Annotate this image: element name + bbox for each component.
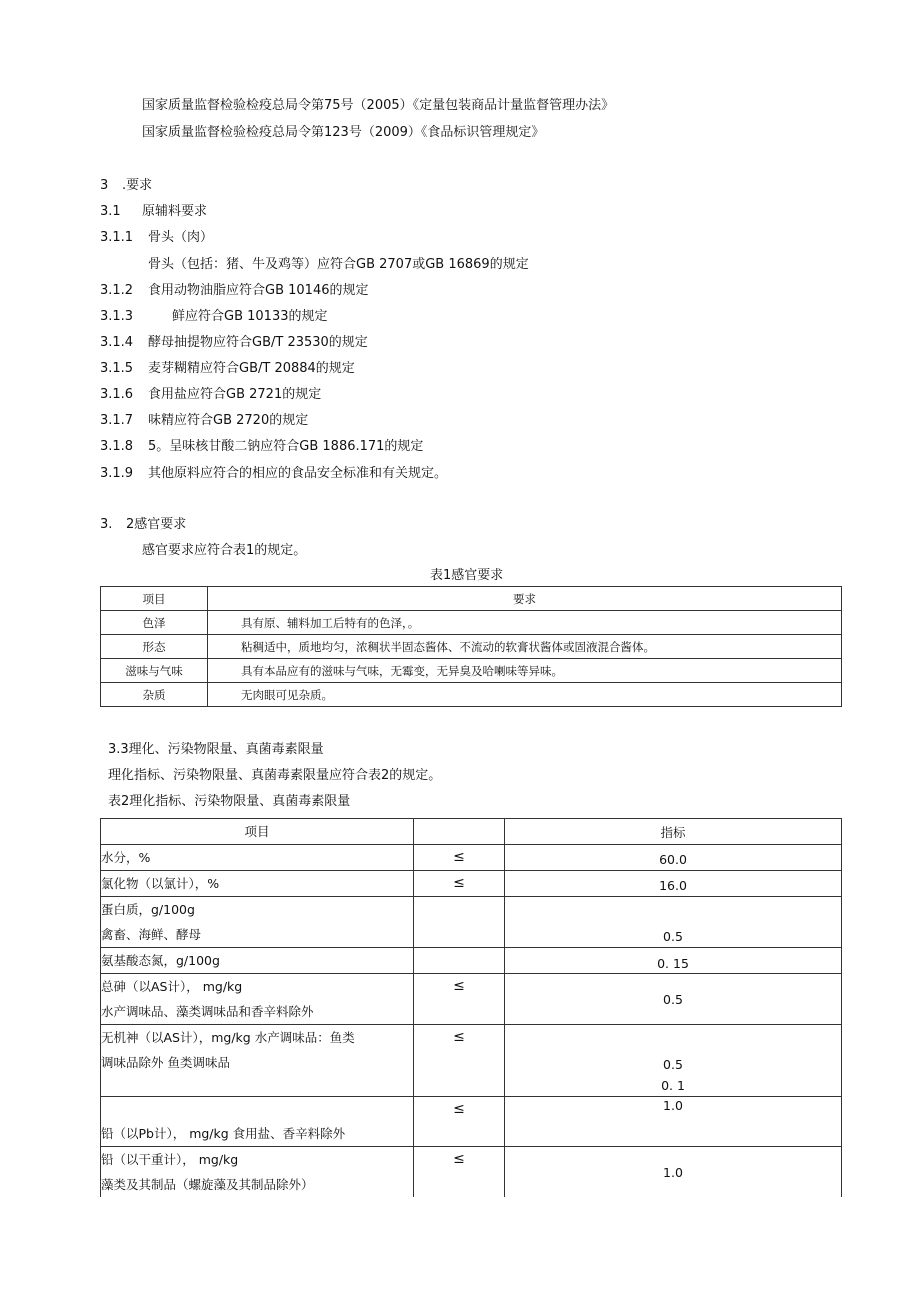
value-line: 0.5 xyxy=(663,1057,683,1072)
section-number: 3.1 xyxy=(100,204,121,219)
physicochemical-table xyxy=(100,818,842,1197)
section-note: 感官要求应符合表1的规定。 xyxy=(142,543,307,558)
value-line: 1.0 xyxy=(663,1164,683,1180)
table-header-cell: 项目 xyxy=(101,819,414,845)
table-cell: 无肉眼可见杂质。 xyxy=(208,683,842,707)
table-cell xyxy=(505,948,842,974)
section-title: 3.3理化、污染物限量、真菌毒素限量 xyxy=(108,742,324,757)
table-cell: 色泽 xyxy=(101,611,208,635)
table-row xyxy=(101,871,842,897)
table-cell xyxy=(101,1025,414,1097)
less-equal-symbol: ≤ xyxy=(453,875,465,891)
table-row xyxy=(101,1025,842,1097)
item-text: 其他原料应符合的相应的食品安全标准和有关规定。 xyxy=(148,466,448,481)
table-row xyxy=(101,1147,842,1198)
table-cell xyxy=(505,1097,842,1147)
table-caption: 表1感官要求 xyxy=(430,568,504,583)
table-cell xyxy=(414,1097,505,1147)
table-cell xyxy=(414,845,505,871)
value-line: 0. 15 xyxy=(657,956,689,971)
item-text: 食用盐应符合GB 2721的规定 xyxy=(148,387,322,402)
table-cell xyxy=(414,948,505,974)
section-number: 3. xyxy=(100,517,113,532)
item-line: 氯化物（以氯计），% xyxy=(101,876,220,891)
item-line: 藻类及其制品（螺旋藻及其制品除外） xyxy=(101,1177,314,1192)
table-cell xyxy=(101,974,414,1025)
section-number: 3 xyxy=(100,178,109,193)
item-line: 禽畜、海鲜、酵母 xyxy=(101,927,202,942)
table-cell xyxy=(414,974,505,1025)
table-cell xyxy=(101,1097,414,1147)
table-row xyxy=(101,845,842,871)
item-number: 3.1.9 xyxy=(100,466,134,481)
table-cell xyxy=(505,1147,842,1198)
table-cell xyxy=(101,871,414,897)
item-line: 蛋白质，g/100g xyxy=(101,902,195,917)
item-number: 3.1.4 xyxy=(100,335,134,350)
value-line: 0.5 xyxy=(663,991,683,1007)
section-title: 原辅料要求 xyxy=(142,204,208,219)
table-row xyxy=(101,974,842,1025)
less-equal-symbol: ≤ xyxy=(453,849,465,865)
item-number: 3.1.3 xyxy=(100,309,134,324)
reference-line: 国家质量监督检验检疫总局令第123号（2009）《食品标识管理规定》 xyxy=(142,125,545,140)
item-text: 骨头（肉） xyxy=(148,230,214,245)
table-cell xyxy=(414,1147,505,1198)
table-row xyxy=(101,1097,842,1147)
item-text: 味精应符合GB 2720的规定 xyxy=(148,413,309,428)
less-equal-symbol: ≤ xyxy=(453,1029,465,1045)
table-cell: 具有本品应有的滋味与气味，无霉变，无异臭及哈喇味等异味。 xyxy=(208,659,842,683)
table-cell xyxy=(505,1025,842,1097)
item-line: 无机神（以AS计），mg/kg 水产调味品：鱼类 xyxy=(101,1030,355,1045)
section-title: 2感官要求 xyxy=(126,517,187,532)
value-line: 0.5 xyxy=(663,929,683,944)
less-equal-symbol: ≤ xyxy=(453,978,465,994)
table-cell xyxy=(414,897,505,948)
table-cell xyxy=(414,871,505,897)
item-number: 3.1.7 xyxy=(100,413,134,428)
item-text: 5。呈味核甘酸二钠应符合GB 1886.171的规定 xyxy=(148,439,424,454)
table-cell xyxy=(505,897,842,948)
table-cell xyxy=(101,897,414,948)
item-text: 酵母抽提物应符合GB/T 23530的规定 xyxy=(148,335,368,350)
value-line: 60.0 xyxy=(659,852,687,867)
table-cell: 滋味与气味 xyxy=(101,659,208,683)
value-line: 16.0 xyxy=(659,878,687,893)
table-cell xyxy=(414,1025,505,1097)
item-line: 总砷（以AS计）， mg/kg xyxy=(101,979,243,994)
table-cell xyxy=(101,1147,414,1198)
item-text: 骨头（包括：猪、牛及鸡等）应符合GB 2707或GB 16869的规定 xyxy=(148,257,529,272)
table-header-cell: 项目 xyxy=(101,587,208,611)
table-cell xyxy=(101,845,414,871)
section-note: 理化指标、污染物限量、真菌毒素限量应符合表2的规定。 xyxy=(108,768,442,783)
table-header-cell: 指标 xyxy=(505,819,842,845)
table-cell xyxy=(505,871,842,897)
table-cell: 具有原、辅料加工后特有的色泽，。 xyxy=(208,611,842,635)
section-title: .要求 xyxy=(122,178,153,193)
item-line: 氨基酸态氮，g/100g xyxy=(101,953,220,968)
table-header-cell xyxy=(414,819,505,845)
table-cell xyxy=(101,948,414,974)
sensory-table xyxy=(100,586,842,707)
value-line: 1.0 xyxy=(663,1098,683,1113)
item-line: 调味品除外 鱼类调味品 xyxy=(101,1055,230,1070)
item-number: 3.1.6 xyxy=(100,387,134,402)
item-line: 水产调味品、藻类调味品和香辛料除外 xyxy=(101,1004,314,1019)
table-row xyxy=(101,635,842,659)
table-row xyxy=(101,683,842,707)
table-row xyxy=(101,659,842,683)
table-cell: 形态 xyxy=(101,635,208,659)
item-line: 铅（以干重计）， mg/kg xyxy=(101,1152,239,1167)
reference-line: 国家质量监督检验检疫总局令第75号（2005）《定量包装商品计量监督管理办法》 xyxy=(142,98,615,113)
item-number: 3.1.5 xyxy=(100,361,134,376)
table-caption: 表2理化指标、污染物限量、真菌毒素限量 xyxy=(108,794,351,809)
table-header-cell: 要求 xyxy=(208,587,842,611)
table-header-row xyxy=(101,819,842,845)
table-cell xyxy=(505,974,842,1025)
table-cell: 粘稠适中，质地均匀，浓稠状半固态酱体、不流动的软膏状酱体或固液混合酱体。 xyxy=(208,635,842,659)
table-row xyxy=(101,611,842,635)
table-cell xyxy=(505,845,842,871)
item-number: 3.1.8 xyxy=(100,439,134,454)
item-number: 3.1.1 xyxy=(100,230,134,245)
table-row xyxy=(101,897,842,948)
less-equal-symbol: ≤ xyxy=(453,1151,465,1167)
value-line: 0. 1 xyxy=(661,1078,685,1093)
less-equal-symbol: ≤ xyxy=(453,1101,465,1117)
item-text: 麦芽糊精应符合GB/T 20884的规定 xyxy=(148,361,355,376)
table-header-row xyxy=(101,587,842,611)
item-line: 水分，% xyxy=(101,850,151,865)
item-number: 3.1.2 xyxy=(100,283,134,298)
item-line: 铅（以Pb计）， mg/kg 食用盐、香辛料除外 xyxy=(101,1126,346,1141)
table-cell: 杂质 xyxy=(101,683,208,707)
table-row xyxy=(101,948,842,974)
item-text: 食用动物油脂应符合GB 10146的规定 xyxy=(148,283,369,298)
item-text: 鲜应符合GB 10133的规定 xyxy=(172,309,328,324)
